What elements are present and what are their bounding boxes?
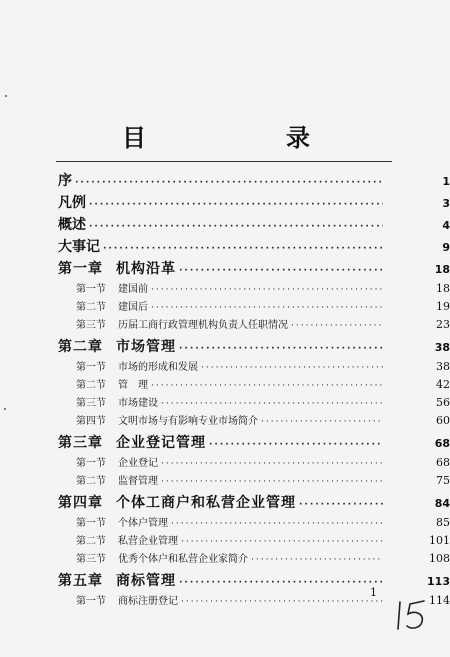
section-page: 108 <box>429 552 450 565</box>
dot-leader <box>89 200 383 210</box>
dot-leader <box>89 222 383 232</box>
toc-section[interactable] <box>0 472 450 487</box>
toc-entry-preface[interactable] <box>0 170 450 190</box>
toc-chapter-1[interactable] <box>0 258 450 278</box>
section-page: 56 <box>436 396 450 409</box>
section-number: 第一节 <box>76 284 106 295</box>
toc-section[interactable] <box>0 514 450 529</box>
dot-leader <box>201 363 383 373</box>
toc-section[interactable] <box>0 280 450 295</box>
toc-entry-page: 9 <box>442 241 450 254</box>
section-number: 第二节 <box>76 476 106 487</box>
section-label: 建国前 <box>118 284 148 295</box>
chapter-number: 第一章 <box>58 261 103 277</box>
chapter-page: 38 <box>434 341 450 354</box>
section-label: 私营企业管理 <box>118 536 178 547</box>
chapter-page: 113 <box>427 575 450 588</box>
toc-section[interactable] <box>0 454 450 469</box>
toc-entry-page: 1 <box>442 175 450 188</box>
section-number: 第一节 <box>76 518 106 529</box>
dot-leader <box>179 578 383 588</box>
page-number: 1 <box>370 586 377 599</box>
section-number: 第二节 <box>76 302 106 313</box>
dot-leader <box>179 344 383 354</box>
dot-leader <box>179 266 383 276</box>
section-label: 商标注册登记 <box>118 596 178 607</box>
toc-section[interactable] <box>0 298 450 313</box>
chapter-label: 机构沿革 <box>116 261 176 277</box>
section-label: 监督管理 <box>118 476 158 487</box>
scan-speck <box>4 408 6 410</box>
section-page: 60 <box>436 414 450 427</box>
section-page: 85 <box>436 516 450 529</box>
dot-leader <box>151 303 383 313</box>
chapter-number: 第三章 <box>58 435 103 451</box>
section-number: 第一节 <box>76 362 106 373</box>
toc-section[interactable] <box>0 412 450 427</box>
section-label: 文明市场与有影响专业市场简介 <box>118 416 258 427</box>
section-page: 19 <box>436 300 450 313</box>
toc-entry-label: 凡例 <box>58 195 86 211</box>
toc-entry-chronicle[interactable] <box>0 236 450 256</box>
section-page: 75 <box>436 474 450 487</box>
dot-leader <box>161 399 383 409</box>
section-label: 个体户管理 <box>118 518 168 529</box>
chapter-label: 商标管理 <box>116 573 176 589</box>
dot-leader <box>299 500 383 510</box>
dot-leader <box>103 244 383 254</box>
dot-leader <box>261 417 383 427</box>
handwritten-note-15 <box>394 598 438 632</box>
dot-leader <box>171 519 383 529</box>
toc-section[interactable] <box>0 532 450 547</box>
toc-entry-label: 序 <box>58 173 72 189</box>
toc-chapter-5[interactable] <box>0 570 450 590</box>
dot-leader <box>181 597 383 607</box>
section-number: 第三节 <box>76 554 106 565</box>
chapter-label: 企业登记管理 <box>116 435 206 451</box>
dot-leader <box>151 285 383 295</box>
dot-leader <box>75 178 383 188</box>
chapter-number: 第二章 <box>58 339 103 355</box>
section-page: 38 <box>436 360 450 373</box>
section-page: 18 <box>436 282 450 295</box>
section-number: 第三节 <box>76 320 106 331</box>
section-page: 23 <box>436 318 450 331</box>
dot-leader <box>181 537 383 547</box>
toc-entry-page: 3 <box>442 197 450 210</box>
section-number: 第一节 <box>76 596 106 607</box>
toc-chapter-4[interactable] <box>0 492 450 512</box>
toc-entry-notes[interactable] <box>0 192 450 212</box>
section-number: 第三节 <box>76 398 106 409</box>
chapter-number: 第五章 <box>58 573 103 589</box>
section-number: 第四节 <box>76 416 106 427</box>
toc-section[interactable] <box>0 316 450 331</box>
chapter-page: 18 <box>434 263 450 276</box>
section-label: 优秀个体户和私营企业家简介 <box>118 554 248 565</box>
dot-leader <box>161 477 383 487</box>
section-label: 建国后 <box>118 302 148 313</box>
dot-leader <box>161 459 383 469</box>
dot-leader <box>209 440 383 450</box>
section-page: 101 <box>429 534 450 547</box>
dot-leader <box>151 381 383 391</box>
section-label: 市场建设 <box>118 398 158 409</box>
toc-section[interactable] <box>0 358 450 373</box>
toc-chapter-3[interactable] <box>0 432 450 452</box>
scan-speck <box>5 95 7 97</box>
section-number: 第一节 <box>76 458 106 469</box>
toc-entry-overview[interactable] <box>0 214 450 234</box>
toc-section[interactable] <box>0 592 450 607</box>
toc-entry-page: 4 <box>442 219 450 232</box>
section-number: 第二节 <box>76 536 106 547</box>
section-page: 68 <box>436 456 450 469</box>
section-page: 114 <box>429 594 450 607</box>
toc-section[interactable] <box>0 394 450 409</box>
dot-leader <box>251 555 383 565</box>
section-label: 管 理 <box>118 380 148 391</box>
chapter-page: 84 <box>434 497 450 510</box>
toc-section[interactable] <box>0 550 450 565</box>
title-rule <box>56 161 392 162</box>
toc-chapter-2[interactable] <box>0 336 450 356</box>
section-label: 市场的形成和发展 <box>118 362 198 373</box>
toc-section[interactable] <box>0 376 450 391</box>
chapter-page: 68 <box>434 437 450 450</box>
toc-entry-label: 大事记 <box>58 239 100 255</box>
toc-entry-label: 概述 <box>58 217 86 233</box>
chapter-label: 市场管理 <box>116 339 176 355</box>
chapter-label: 个体工商户和私营企业管理 <box>116 495 296 511</box>
section-page: 42 <box>436 378 450 391</box>
section-number: 第二节 <box>76 380 106 391</box>
chapter-number: 第四章 <box>58 495 103 511</box>
section-label: 企业登记 <box>118 458 158 469</box>
page-title: 目 录 <box>122 124 368 152</box>
section-label: 历届工商行政管理机构负责人任职情况 <box>118 320 288 331</box>
dot-leader <box>291 321 383 331</box>
